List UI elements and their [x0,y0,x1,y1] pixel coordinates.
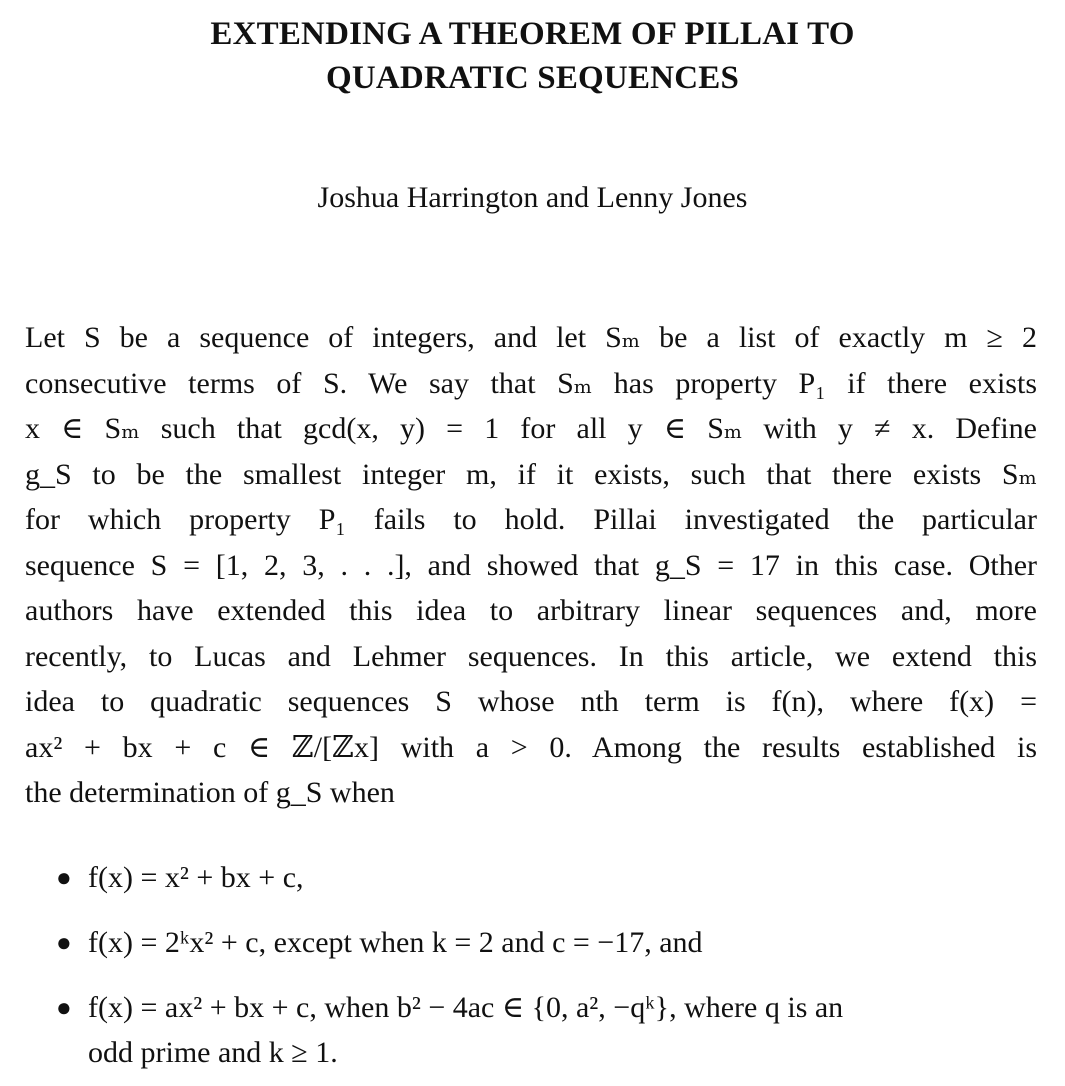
bullet-icon: ● [56,928,72,957]
abstract-line: sequence S = [1, 2, 3, . . .], and showed that g_S = 17 in this case. Other [25,548,1037,582]
bullet-item [52,920,1037,965]
bullet-text: f(x) = 2ᵏx² + c, except when k = 2 and c = −17, and [88,926,703,959]
abstract-line: idea to quadratic sequences S whose nth term is f(n), where f(x) = [25,685,1037,718]
bullet-list [52,855,1037,1075]
bullet-text: odd prime and k ≥ 1. [88,1036,338,1069]
authors: Joshua Harrington and Lenny Jones [317,181,748,214]
bullet-text: f(x) = ax² + bx + c, when b² − 4ac ∈ {0, a², −qᵏ}, where q is an [88,991,844,1024]
abstract-line: consecutive terms of S. We say that Sₘ has property P₁ if there exists [25,366,1037,400]
bullet-icon: ● [56,863,72,892]
abstract-line: recently, to Lucas and Lehmer sequences. In this article, we extend this [25,639,1037,673]
bullet-item [52,855,1037,900]
abstract [25,315,1037,816]
abstract-line: ax² + bx + c ∈ ℤ/[ℤx] with a > 0. Among the results established is [25,730,1037,764]
abstract-line: authors have extended this idea to arbitrary linear sequences and, more [25,594,1037,627]
bullet-icon: ● [56,993,72,1022]
abstract-line: Let S be a sequence of integers, and let Sₘ be a list of exactly m ≥ 2 [25,321,1037,354]
bullet-item [52,985,1037,1075]
title-line-2: QUADRATIC SEQUENCES [325,60,739,96]
paper-title [0,12,1065,100]
abstract-line: x ∈ Sₘ such that gcd(x, y) = 1 for all y ∈ Sₘ with y ≠ x. Define [25,412,1037,445]
bullet-text: f(x) = x² + bx + c, [88,861,304,894]
abstract-line: for which property P₁ fails to hold. Pillai investigated the particular [25,503,1037,536]
abstract-line: the determination of g_S when [25,776,395,809]
abstract-line: g_S to be the smallest integer m, if it exists, such that there exists Sₘ [25,457,1037,491]
title-line-1: EXTENDING A THEOREM OF PILLAI TO [210,16,855,52]
